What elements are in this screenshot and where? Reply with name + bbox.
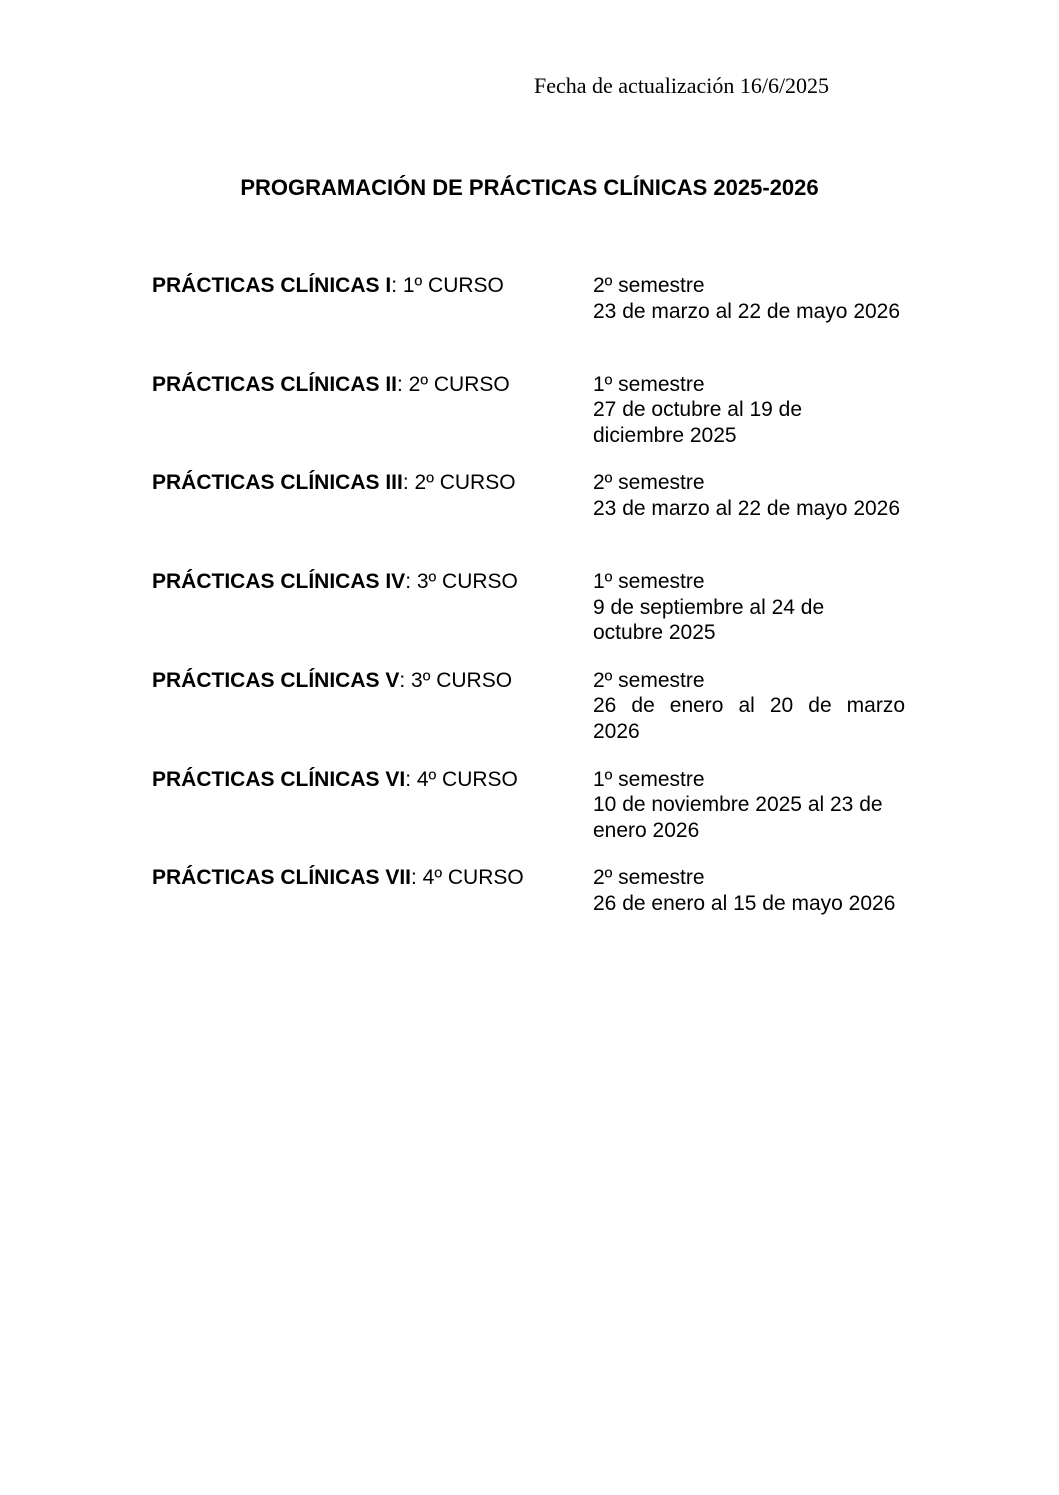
course-dates	[593, 569, 905, 646]
course-suffix: : 4º CURSO	[405, 767, 518, 791]
schedule-row	[0, 273, 1059, 372]
course-dates	[593, 470, 905, 521]
schedule-row	[0, 668, 1059, 767]
schedule-row	[0, 372, 1059, 471]
course-suffix: : 2º CURSO	[402, 471, 516, 495]
date-line: enero 2026	[593, 818, 700, 842]
semester-label: 2º semestre	[593, 866, 705, 890]
course-dates	[593, 767, 905, 844]
course-suffix: : 4º CURSO	[411, 866, 524, 890]
date-line: 9 de septiembre al 24 de	[593, 595, 825, 619]
update-date: Fecha de actualización 16/6/2025	[534, 73, 830, 98]
semester-label: 1º semestre	[593, 372, 705, 396]
course-name: PRÁCTICAS CLÍNICAS VII	[152, 866, 412, 890]
course-label	[152, 372, 510, 398]
schedule-row	[0, 865, 1059, 964]
course-name: PRÁCTICAS CLÍNICAS III	[152, 471, 403, 495]
course-dates	[593, 372, 905, 449]
date-line: 27 de octubre al 19 de	[593, 398, 802, 422]
schedule-row	[0, 470, 1059, 569]
date-line: diciembre 2025	[593, 423, 737, 447]
course-label	[152, 865, 524, 891]
course-name: PRÁCTICAS CLÍNICAS IV	[152, 570, 406, 594]
schedule-row	[0, 767, 1059, 866]
course-dates	[593, 865, 905, 916]
course-name: PRÁCTICAS CLÍNICAS I	[152, 274, 392, 297]
course-suffix: : 2º CURSO	[397, 372, 510, 396]
semester-label: 2º semestre	[593, 274, 705, 297]
course-label	[152, 470, 516, 496]
semester-label: 1º semestre	[593, 570, 705, 594]
schedule-row	[0, 569, 1059, 668]
course-label	[152, 767, 518, 793]
course-label	[152, 668, 512, 694]
course-suffix: : 3º CURSO	[405, 570, 518, 594]
date-line: 26 de enero al 20 de marzo	[593, 694, 905, 718]
course-dates	[593, 668, 905, 745]
date-line: 23 de marzo al 22 de mayo 2026	[593, 496, 901, 520]
course-name: PRÁCTICAS CLÍNICAS II	[152, 372, 398, 396]
course-suffix: : 3º CURSO	[399, 668, 513, 692]
date-line: 23 de marzo al 22 de mayo 2026	[593, 299, 901, 323]
date-line: 10 de noviembre 2025 al 23 de	[593, 793, 883, 816]
course-name: PRÁCTICAS CLÍNICAS V	[152, 668, 400, 692]
course-suffix: : 1º CURSO	[391, 274, 504, 297]
semester-label: 2º semestre	[593, 668, 705, 692]
course-name: PRÁCTICAS CLÍNICAS VI	[152, 767, 406, 791]
course-label	[152, 569, 518, 595]
semester-label: 2º semestre	[593, 471, 705, 495]
semester-label: 1º semestre	[593, 767, 705, 791]
course-dates	[593, 273, 905, 324]
date-line: octubre 2025	[593, 621, 716, 645]
course-label	[152, 273, 504, 299]
page-title: PROGRAMACIÓN DE PRÁCTICAS CLÍNICAS 2025-2026	[240, 175, 819, 200]
date-line: 26 de enero al 15 de mayo 2026	[593, 891, 896, 915]
date-line: 2026	[593, 719, 640, 743]
